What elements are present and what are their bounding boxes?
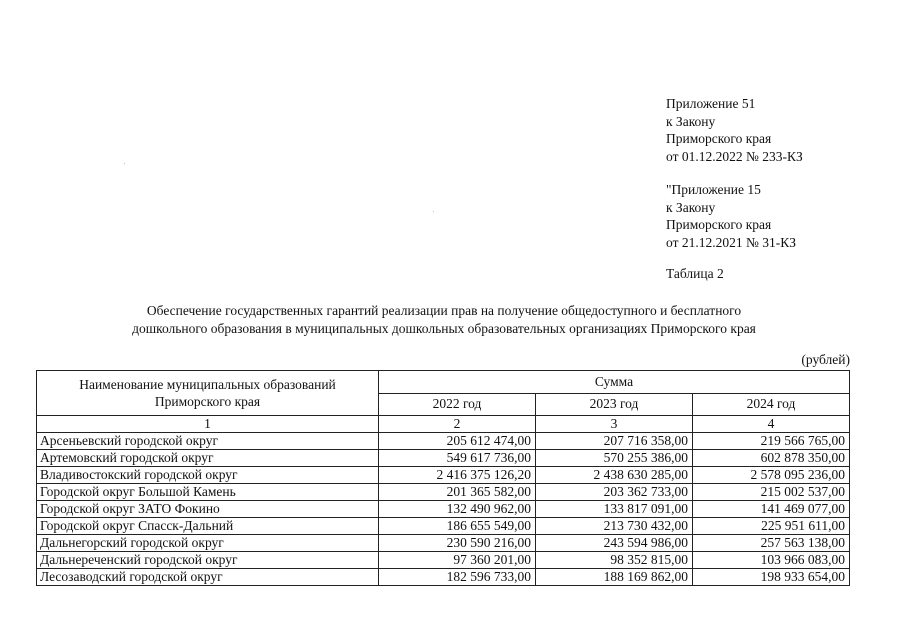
amount-2023: 133 817 091,00 bbox=[536, 501, 693, 518]
amount-2023: 213 730 432,00 bbox=[536, 518, 693, 535]
title-line: дошкольного образования в муниципальных дошкольных образовательных организациях Приморского края bbox=[132, 321, 756, 336]
amount-2024: 225 951 611,00 bbox=[693, 518, 850, 535]
municipality-name: Городской округ ЗАТО Фокино bbox=[37, 501, 379, 518]
amount-2024: 2 578 095 236,00 bbox=[693, 467, 850, 484]
year-header-2023: 2023 год bbox=[536, 393, 693, 416]
funding-table bbox=[36, 370, 850, 586]
table-header-row bbox=[37, 371, 850, 394]
amount-2022: 205 612 474,00 bbox=[379, 433, 536, 450]
municipality-name: Дальнегорский городской округ bbox=[37, 535, 379, 552]
municipality-name: Лесозаводский городской округ bbox=[37, 569, 379, 586]
amount-2024: 602 878 350,00 bbox=[693, 450, 850, 467]
amount-2023: 243 594 986,00 bbox=[536, 535, 693, 552]
amount-2022: 549 617 736,00 bbox=[379, 450, 536, 467]
scan-speck bbox=[124, 163, 125, 164]
title-line: Обеспечение государственных гарантий реализации прав на получение общедоступного и бесплатного bbox=[146, 303, 742, 318]
amount-2022: 230 590 216,00 bbox=[379, 535, 536, 552]
municipality-name: Арсеньевский городской округ bbox=[37, 433, 379, 450]
table-row bbox=[37, 552, 850, 569]
column-number: 2 bbox=[379, 416, 536, 433]
table-row bbox=[37, 467, 850, 484]
amount-2022: 201 365 582,00 bbox=[379, 484, 536, 501]
appendix-line: Приложение 51 bbox=[666, 96, 756, 111]
amount-2023: 203 362 733,00 bbox=[536, 484, 693, 501]
year-header-2024: 2024 год bbox=[693, 393, 850, 416]
amount-2023: 207 716 358,00 bbox=[536, 433, 693, 450]
appendix-line: Приморского края bbox=[666, 131, 772, 146]
appendix-line: от 21.12.2021 № 31-КЗ bbox=[666, 234, 796, 250]
amount-2024: 219 566 765,00 bbox=[693, 433, 850, 450]
municipality-name: Городской округ Большой Камень bbox=[37, 484, 379, 501]
column-number-row bbox=[37, 416, 850, 433]
year-header-2022: 2022 год bbox=[379, 393, 536, 416]
sum-column-header: Сумма bbox=[379, 371, 850, 394]
amount-2022: 132 490 962,00 bbox=[379, 501, 536, 518]
municipality-column-header: Наименование муниципальных образований Приморского края bbox=[37, 371, 379, 416]
appendix-line: Приморского края bbox=[666, 217, 772, 232]
table-row bbox=[37, 501, 850, 518]
column-number: 4 bbox=[693, 416, 850, 433]
amount-2022: 186 655 549,00 bbox=[379, 518, 536, 535]
municipality-name: Городской округ Спасск-Дальний bbox=[37, 518, 379, 535]
units-label: (рублей) bbox=[801, 352, 850, 367]
amount-2023: 2 438 630 285,00 bbox=[536, 467, 693, 484]
amount-2022: 182 596 733,00 bbox=[379, 569, 536, 586]
table-row bbox=[37, 433, 850, 450]
table-row bbox=[37, 518, 850, 535]
amount-2024: 198 933 654,00 bbox=[693, 569, 850, 586]
table-row bbox=[37, 569, 850, 586]
appendix-51-header bbox=[666, 95, 803, 165]
amount-2022: 2 416 375 126,20 bbox=[379, 467, 536, 484]
table-row bbox=[37, 450, 850, 467]
amount-2024: 103 966 083,00 bbox=[693, 552, 850, 569]
municipality-name: Артемовский городской округ bbox=[37, 450, 379, 467]
amount-2023: 570 255 386,00 bbox=[536, 450, 693, 467]
municipality-name: Владивостокский городской округ bbox=[37, 467, 379, 484]
table-row bbox=[37, 484, 850, 501]
amount-2022: 97 360 201,00 bbox=[379, 552, 536, 569]
table-label: Таблица 2 bbox=[666, 266, 724, 281]
column-number: 1 bbox=[37, 416, 379, 433]
scan-speck bbox=[433, 211, 434, 212]
amount-2023: 188 169 862,00 bbox=[536, 569, 693, 586]
amount-2024: 215 002 537,00 bbox=[693, 484, 850, 501]
appendix-15-header bbox=[666, 181, 796, 251]
appendix-line: к Закону bbox=[666, 199, 716, 215]
amount-2023: 98 352 815,00 bbox=[536, 552, 693, 569]
appendix-line: от 01.12.2022 № 233-КЗ bbox=[666, 148, 803, 164]
document-title bbox=[40, 302, 848, 338]
appendix-line: "Приложение 15 bbox=[666, 182, 761, 197]
municipality-name: Дальнереченский городской округ bbox=[37, 552, 379, 569]
appendix-line: к Закону bbox=[666, 113, 716, 129]
table-row bbox=[37, 535, 850, 552]
amount-2024: 257 563 138,00 bbox=[693, 535, 850, 552]
amount-2024: 141 469 077,00 bbox=[693, 501, 850, 518]
column-number: 3 bbox=[536, 416, 693, 433]
